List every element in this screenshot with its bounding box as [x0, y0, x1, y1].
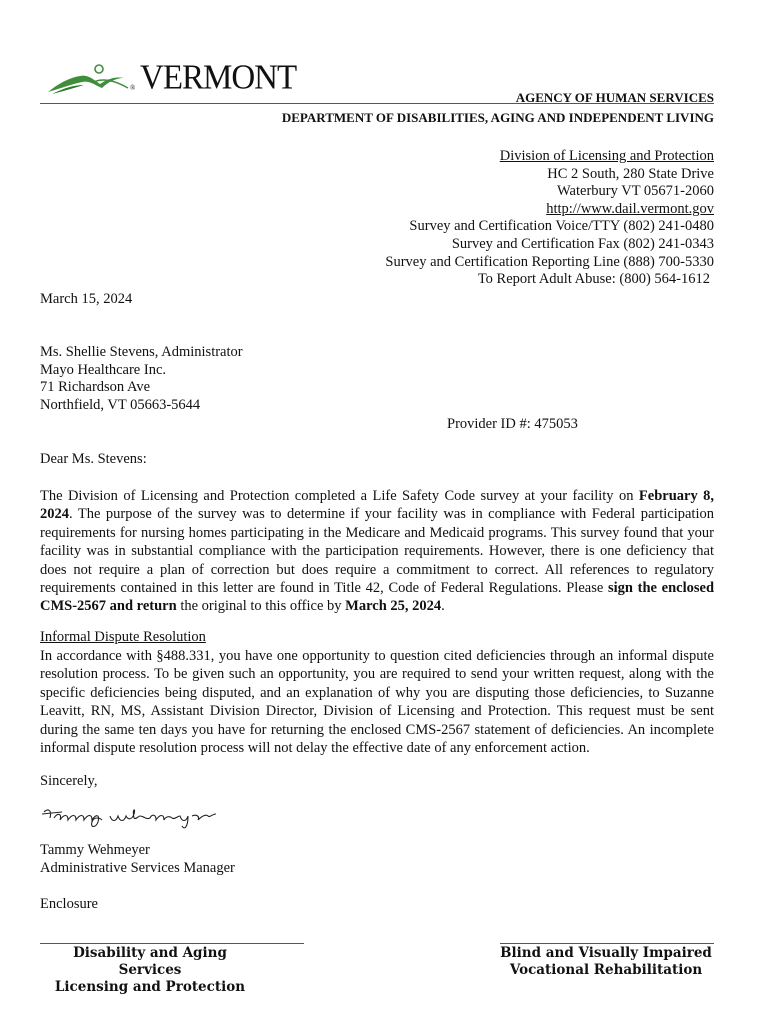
signer-title: Administrative Services Manager — [40, 859, 235, 876]
closing-sincerely: Sincerely, — [40, 773, 98, 789]
p1-text-c: the original to this office by — [176, 598, 346, 615]
voice-phone: Survey and Certification Voice/TTY (802) 241-0480 — [409, 218, 714, 235]
p1-text-b: . The purpose of the survey was to determine if your facility was in compliance with Federal participation requirements for nursing homes participating in the Medicare and Medicaid programs. This survey found that your facility was in substantial compliance with the participation requirements. However, there is one deficiency that does not require a plan of correction but does require a commitment to correct. All references to regulatory requirements contained in this letter are found in Title 42, Code of Federal Regulations. Please — [40, 506, 714, 597]
p1-text-d: . — [441, 598, 445, 615]
footer-left — [40, 945, 260, 996]
mountain-logo-icon — [44, 58, 136, 100]
letter-date: March 15, 2024 — [40, 291, 133, 307]
footer-left-line-2: Licensing and Protection — [54, 979, 246, 995]
provider-id: Provider ID #: 475053 — [447, 416, 578, 432]
website-link[interactable]: http://www.dail.vermont.gov — [546, 200, 714, 217]
salutation: Dear Ms. Stevens: — [40, 451, 147, 467]
footer-divider-left — [40, 943, 304, 944]
recipient-city: Northfield, VT 05663-5644 — [40, 396, 201, 413]
sign-instruction: sign the enclosed CMS-2567 and return — [40, 580, 715, 615]
city-address: Waterbury VT 05671-2060 — [557, 183, 714, 200]
footer-divider-right — [500, 943, 714, 944]
recipient-name: Ms. Shellie Stevens, Administrator — [40, 344, 243, 360]
abuse-line: To Report Adult Abuse: (800) 564-1612 — [477, 271, 710, 288]
division-name: Division of Licensing and Protection — [499, 148, 714, 164]
footer-left-line-1: Disability and Aging Services — [73, 945, 227, 978]
idr-heading: Informal Dispute Resolution — [40, 629, 206, 645]
reporting-line: Survey and Certification Reporting Line (888) 700-5330 — [385, 253, 714, 270]
header-divider — [40, 103, 714, 104]
footer-right-line-1: Blind and Visually Impaired — [500, 945, 712, 961]
return-deadline: March 25, 2024 — [345, 598, 442, 615]
idr-paragraph: In accordance with §488.331, you have one opportunity to question cited deficiencies through an informal dispute resolution process. To be given such an opportunity, you are required to send your written request, along with the specific deficiencies being disputed, and an explanation of why you are disputing those deficiencies, to Suzanne Leavitt, RN, MS, Assistant Division Director, Division of Licensing and Protection. This request must be sent during the same ten days you have for returning the enclosed CMS-2567 statement of deficiencies. An incomplete informal dispute resolution process will not delay the effective date of any enforcement action. — [40, 648, 714, 757]
address-block — [300, 148, 714, 289]
recipient-block — [40, 344, 243, 414]
body-paragraph-1 — [40, 487, 714, 616]
recipient-street: 71 Richardson Ave — [40, 379, 151, 396]
footer-right — [498, 945, 714, 979]
handwritten-signature — [40, 802, 220, 832]
fax-number: Survey and Certification Fax (802) 241-0343 — [451, 235, 714, 252]
survey-date: February 8, 2024 — [40, 488, 714, 523]
department-name: DEPARTMENT OF DISABILITIES, AGING AND INDEPENDENT LIVING — [281, 110, 714, 125]
street-address: HC 2 South, 280 State Drive — [547, 165, 714, 182]
logo-text: VERMONT — [140, 59, 297, 97]
signer-block — [40, 842, 235, 877]
vermont-logo — [44, 58, 297, 100]
footer-right-line-2: Vocational Rehabilitation — [509, 962, 703, 978]
enclosure-note: Enclosure — [40, 896, 98, 912]
recipient-company: Mayo Healthcare Inc. — [40, 361, 167, 378]
signer-name: Tammy Wehmeyer — [40, 842, 150, 858]
logo-registered-mark: ® — [130, 84, 136, 92]
p1-text-a: The Division of Licensing and Protection completed a Life Safety Code survey at your facility on — [40, 488, 639, 504]
agency-name: AGENCY OF HUMAN SERVICES — [515, 90, 714, 105]
